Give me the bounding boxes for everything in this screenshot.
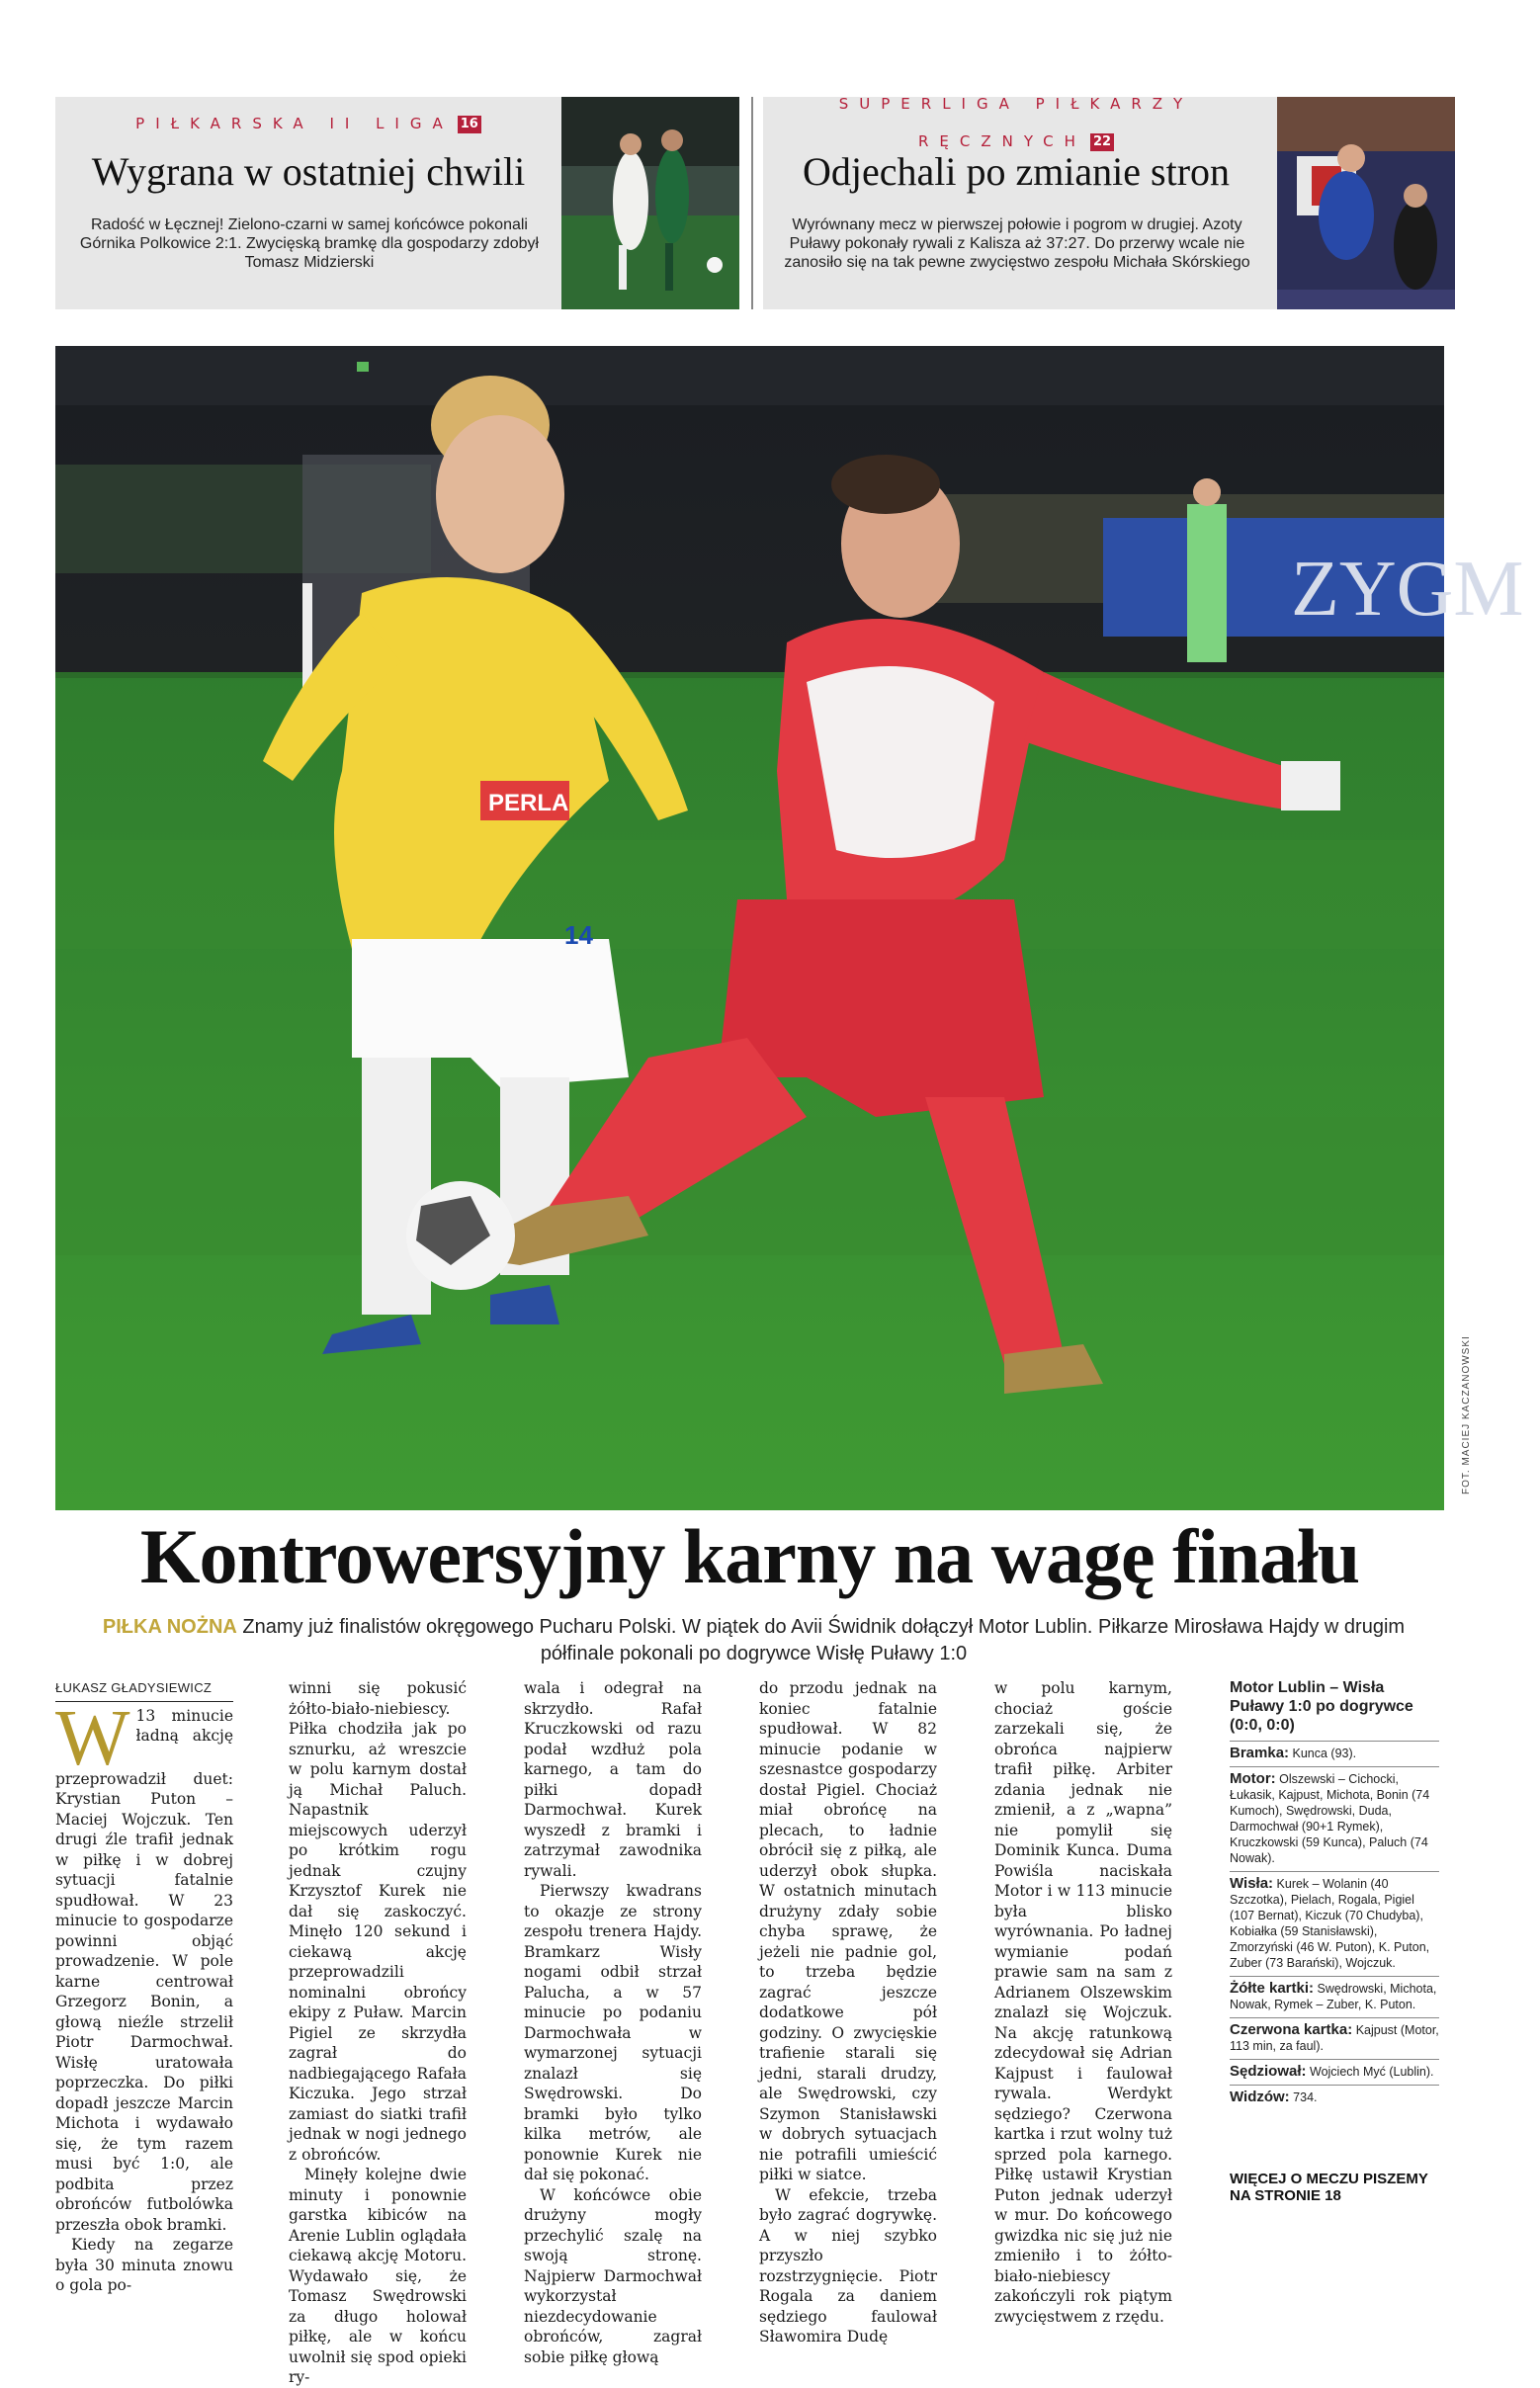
drop-cap: W — [55, 1694, 130, 1782]
paragraph: Pierwszy kwadrans to okazje ze strony zespołu trenera Hajdy. Bramkarz Wisły nogami odbił strzał Palucha, a w 57 minucie po podaniu Darmochwała w wymarzonej sytuacji znalazł się Swędrowski. Do bramki było tylko kilka metrów, ale ponownie Kurek nie dał się pokonać. — [524, 1882, 702, 2183]
article-column-3 — [524, 1678, 702, 2367]
match-box-header: Motor Lublin – Wisła Puławy 1:0 po dogrywce (0:0, 0:0) — [1230, 1679, 1413, 1734]
paragraph: Minęły kolejne dwie minuty i ponownie garstka kibiców na Arenie Lublin oglądała ciekawą akcję Motoru. Wydawało się, że Tomasz Swędrowski za długo holował piłkę, ale w końcu uwolnił się spod opieki ry- — [289, 2166, 467, 2386]
article-deck — [74, 1614, 1433, 1667]
match-box-motor-lineup: Motor: Olszewski – Cichocki, Łukasik, Kajpust, Michota, Bonin (74 Kumoch), Swędrowski, Duda, Darmochwał (90+1 Rymek), Kruczkowski (59 Kunca), Paluch (74 Nowak). — [1230, 1766, 1439, 1871]
teaser-kicker-2: RĘCZNYCH 22 — [763, 132, 1269, 151]
teaser-divider — [751, 97, 753, 309]
match-box-attendance: Widzów: 734. — [1230, 2085, 1439, 2110]
deck-kicker: PIŁKA NOŻNA — [102, 1616, 237, 1638]
paragraph: Kiedy na zegarze była 30 minuta znowu o gola po- — [55, 2236, 233, 2294]
match-box-yellow-cards: Żółte kartki: Swędrowski, Michota, Nowak, Rymek – Zuber, K. Puton. — [1230, 1976, 1439, 2017]
page-badge: 22 — [1090, 133, 1114, 151]
teaser-title[interactable]: Wygrana w ostatniej chwili — [91, 149, 526, 194]
teaser-lead: Wyrównany mecz w pierwszej połowie i pogrom w drugiej. Azoty Puławy pokonały rywali z Kalisza aż 37:27. Do przerwy wcale nie zanosiło się na tak pewne zwycięstwo zespołu Michała Skórskiego — [784, 216, 1250, 271]
more-link[interactable]: WIĘCEJ O MECZU PISZEMY NA STRONIE 18 — [1230, 2171, 1428, 2204]
stadium-banner-text: ZYGM — [1291, 546, 1524, 633]
deck-text: Znamy już finalistów okręgowego Pucharu Polski. W piątek do Avii Świdnik dołączył Motor Lublin. Piłkarze Mirosława Hajdy w drugim półfinale pokonali po dogrywce Wisłę Puławy 1:0 — [242, 1616, 1406, 1664]
teaser-photo — [1277, 97, 1455, 309]
teaser-left[interactable] — [55, 97, 739, 309]
article-column-5 — [994, 1678, 1172, 2327]
paragraph: W efekcie, trzeba było zagrać dogrywkę. A w niej szybko przyszło rozstrzygnięcie. Piotr Rogala za daniem sędziego faulował Sławomira Dudę — [759, 2185, 937, 2345]
paragraph: w polu karnym, chociaż goście zarzekali się, że obrońca najpierw trafił piłkę. Arbiter zdania jednak nie zmienił, a z „wapna” nie pomylił się Dominik Kunca. Duma Powiśla naciskała Motor i w 113 minucie była blisko wyrównania. Po ładnej wymianie podań prawie sam na sam z Adrianem Olszewskim znalazł się Wojczuk. Na akcję ratunkową zdecydował się Adrian Kajpust i faulował rywala. Werdykt sędziego? Czerwona kartka i rzut wolny tuż sprzed pola karnego. Piłkę ustawił Krystian Puton jednak uderzył w mur. Do końcowego gwizdka nic się już nie zmieniło i to żółto-biało-niebiescy zakończyli rok piątym zwycięstwem z rzędu. — [994, 1679, 1172, 2326]
byline: ŁUKASZ GŁADYSIEWICZ — [55, 1678, 233, 1702]
article-column-4 — [759, 1678, 937, 2347]
paragraph: W końcówce obie drużyny mogły przechylić szalę na swoją stronę. Najpierw Darmochwał wykorzystał niezdecydowanie obrońców, zagrał sobie piłkę głową — [524, 2185, 702, 2366]
article-column-2 — [289, 1678, 467, 2388]
article-column-1 — [55, 1678, 233, 2296]
article-headline: Kontrowersyjny karny na wagę finału — [139, 1513, 1360, 1599]
teaser-kicker: PIŁKARSKA II LIGA 16 — [55, 115, 561, 133]
teaser-kicker: SUPERLIGA PIŁKARZY — [838, 95, 1194, 113]
paragraph: winni się pokusić żółto-biało-niebiescy. Piłka chodziła jak po sznurku, aż wreszcie w polu karnym dostał ją Michał Paluch. Napastnik miejscowych uderzył po krótkim rogu jednak czujny Krzysztof Kurek nie dał się zaskoczyć. Minęło 120 sekund i ciekawą akcję przeprowadzili nominalni obrońcy ekipy z Puław. Marcin Pigiel ze skrzydła zagrał do nadbiegającego Rafała Kiczuka. Jego strzał zamiast do siatki trafił jednak w nogi jednego z obrońców. — [289, 1679, 467, 2164]
teaser-title[interactable]: Odjechali po zmianie stron — [802, 149, 1231, 194]
photo-credit: FOT. MACIEJ KACZANOWSKI — [1461, 1335, 1472, 1494]
shorts-number-text: 14 — [564, 920, 593, 950]
page-badge: 16 — [458, 116, 481, 133]
match-box — [1230, 1678, 1439, 2110]
teaser-photo — [561, 97, 739, 309]
shirt-sponsor-text: PERLA — [488, 790, 569, 816]
match-box-goals: Bramka: Kunca (93). — [1230, 1741, 1439, 1766]
teaser-lead: Radość w Łęcznej! Zielono-czarni w samej końcówce pokonali Górnika Polkowice 2:1. Zwycięską bramkę dla gospodarzy zdobył Tomasz Midzierski — [79, 216, 540, 271]
paragraph: 13 minucie ładną akcję przeprowadził duet: Krystian Puton – Maciej Wojczuk. Ten drugi źle trafił jednak w piłkę i w dobrej sytuacji fatalnie spudłował. W 23 minucie to gospodarze powinni objąć prowadzenie. W pole karne centrował Grzegorz Bonin, a głową nieźle strzelił Piotr Darmochwał. Wisłę uratowała poprzeczka. Do piłki dopadł jeszcze Marcin Michota i wydawało się, że tym razem musi być 1:0, ale podbita przez obrońców futbolówka przeszła obok bramki. — [55, 1706, 233, 2234]
teaser-right[interactable] — [763, 97, 1447, 309]
match-box-referee: Sędziował: Wojciech Myć (Lublin). — [1230, 2059, 1439, 2085]
match-box-wisla-lineup: Wisła: Kurek – Wolanin (40 Szczotka), Pielach, Rogala, Pigiel (107 Bernat), Kiczuk (70 Chudyba), Kobiałka (59 Stanisławski), Zmorzyński (46 W. Puton), K. Puton, Zuber (73 Barański), Wojczuk. — [1230, 1871, 1439, 1976]
paragraph: do przodu jednak na koniec fatalnie spudłował. W 82 minucie podanie w szesnastce gospodarzy dostał Pigiel. Chociaż miał obrońcę na plecach, to ładnie obrócił się z piłką, ale uderzył obok słupka. W ostatnich minutach drużyny zdały sobie chyba sprawę, że jeżeli nie padnie gol, to trzeba będzie zagrać jeszcze dodatkowe pół godziny. O zwycięskie trafienie starali się jedni, starali drudzy, ale Swędrowski, czy Szymon Stanisławski w dobrych sytuacjach nie potrafili umieścić piłki w siatce. — [759, 1679, 937, 2183]
match-box-red-card: Czerwona kartka: Kajpust (Motor, 113 min, za faul). — [1230, 2017, 1439, 2059]
paragraph: wala i odegrał na skrzydło. Rafał Kruczkowski od razu podał wzdłuż pola karnego, a tam do piłki dopadł Darmochwał. Kurek wyszedł z bramki i zatrzymał zawodnika rywali. — [524, 1679, 702, 1880]
